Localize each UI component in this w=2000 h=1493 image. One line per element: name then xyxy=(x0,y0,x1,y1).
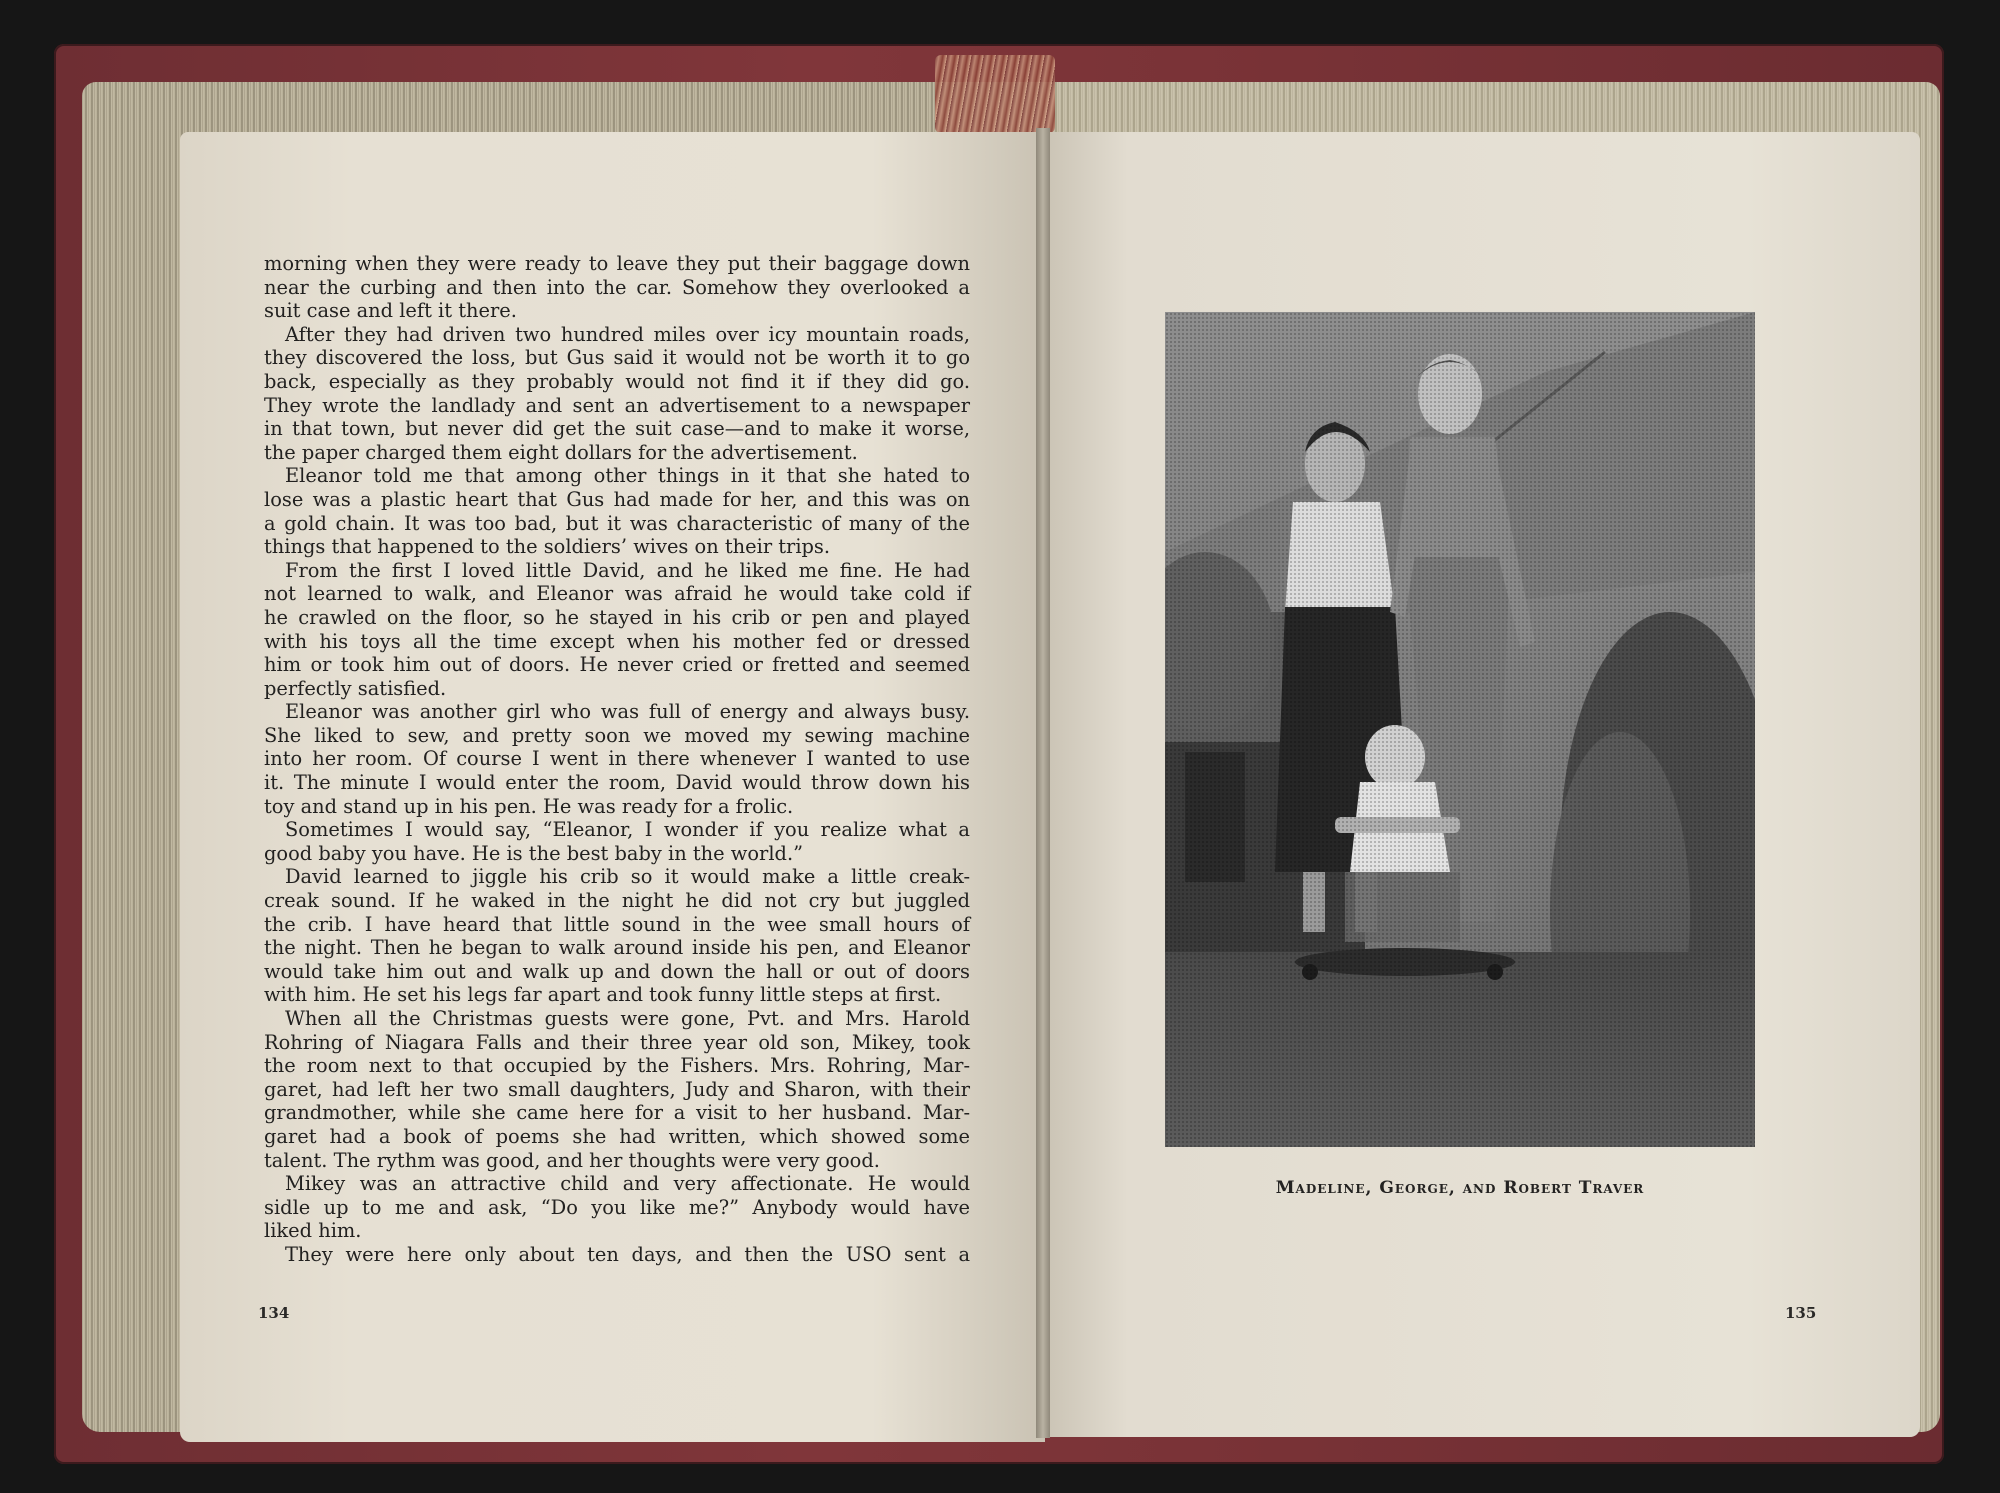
headband xyxy=(935,55,1055,133)
text-line: the paper charged them eight dollars for the advertisement. xyxy=(264,440,858,464)
text-line: morning when they were ready to leave they put their baggage down xyxy=(264,252,970,275)
text-line: not learned to walk, and Eleanor was afraid he would take cold if xyxy=(264,582,970,606)
text-line: it. The minute I would enter the room, David would throw down his xyxy=(264,771,970,795)
text-line: When all the Christmas guests were gone, Pvt. and Mrs. Harold xyxy=(285,1007,970,1030)
text-line: garet, had left her two small daughters, Judy and Sharon, with their xyxy=(264,1077,970,1101)
text-line: with his toys all the time except when his mother fed or dressed xyxy=(264,629,970,653)
text-line: the room next to that occupied by the Fishers. Mrs. Rohring, Mar- xyxy=(264,1054,970,1078)
text-line: sidle up to me and ask, “Do you like me?” Anybody would have xyxy=(264,1195,970,1219)
text-line: creak sound. If he waked in the night he did not cry but juggled xyxy=(264,889,970,913)
text-line: they discovered the loss, but Gus said it would not be worth it to go xyxy=(264,346,970,370)
text-line: with him. He set his legs far apart and took funny little steps at first. xyxy=(264,983,942,1007)
text-line: suit case and left it there. xyxy=(264,299,517,323)
text-line: liked him. xyxy=(264,1219,362,1243)
text-line: would take him out and walk up and down the hall or out of doors xyxy=(264,959,970,983)
text-line: From the first I loved little David, and he liked me fine. He had xyxy=(285,558,970,582)
text-line: back, especially as they probably would not find it if they did go. xyxy=(264,369,970,393)
text-line: perfectly satisfied. xyxy=(264,676,447,700)
family-photo-icon xyxy=(1165,312,1755,1147)
family-photo xyxy=(1165,312,1755,1147)
text-line: he crawled on the floor, so he stayed in his crib or pen and played xyxy=(264,605,970,629)
text-line: David learned to jiggle his crib so it would make a little creak- xyxy=(285,865,970,889)
text-line: in that town, but never did get the suit case—and to make it worse, xyxy=(264,417,970,441)
photo-caption: Madeline, George, and Robert Traver xyxy=(1275,1178,1645,1198)
text-line: Mikey was an attractive child and very affectionate. He would xyxy=(285,1172,970,1196)
text-line: Rohring of Niagara Falls and their three year old son, Mikey, took xyxy=(264,1030,970,1054)
text-line: garet had a book of poems she had written, which showed some xyxy=(264,1124,970,1148)
gutter xyxy=(1036,128,1050,1438)
left-page-text xyxy=(264,252,970,1267)
page-number-right: 135 xyxy=(1785,1304,1817,1322)
text-line: things that happened to the soldiers’ wives on their trips. xyxy=(264,535,831,559)
page-number-left: 134 xyxy=(258,1304,290,1322)
text-line: the night. Then he began to walk around inside his pen, and Eleanor xyxy=(264,936,970,960)
text-line: They wrote the landlady and sent an advertisement to a newspaper xyxy=(264,393,970,417)
text-line: near the curbing and then into the car. Somehow they overlooked a xyxy=(264,275,970,299)
text-line: Eleanor told me that among other things in it that she hated to xyxy=(285,464,970,488)
text-line: grandmother, while she came here for a visit to her husband. Mar- xyxy=(264,1101,970,1125)
text-line: a gold chain. It was too bad, but it was characteristic of many of the xyxy=(264,511,970,535)
text-line: Eleanor was another girl who was full of energy and always busy. xyxy=(285,700,970,724)
text-line: talent. The rythm was good, and her thoughts were very good. xyxy=(264,1148,880,1172)
text-line: After they had driven two hundred miles over icy mountain roads, xyxy=(285,322,970,346)
text-line: toy and stand up in his pen. He was ready for a frolic. xyxy=(264,794,794,818)
text-line: She liked to sew, and pretty soon we moved my sewing machine xyxy=(264,723,970,747)
text-line: into her room. Of course I went in there whenever I wanted to use xyxy=(264,747,970,771)
text-line: Sometimes I would say, “Eleanor, I wonder if you realize what a xyxy=(285,818,970,842)
text-line: They were here only about ten days, and then the USO sent a xyxy=(285,1242,970,1266)
text-line: lose was a plastic heart that Gus had made for her, and this was on xyxy=(264,487,970,511)
text-line: the crib. I have heard that little sound in the wee small hours of xyxy=(264,912,970,936)
text-line: good baby you have. He is the best baby in the world.” xyxy=(264,841,804,865)
text-line: him or took him out of doors. He never cried or fretted and seemed xyxy=(264,653,970,677)
